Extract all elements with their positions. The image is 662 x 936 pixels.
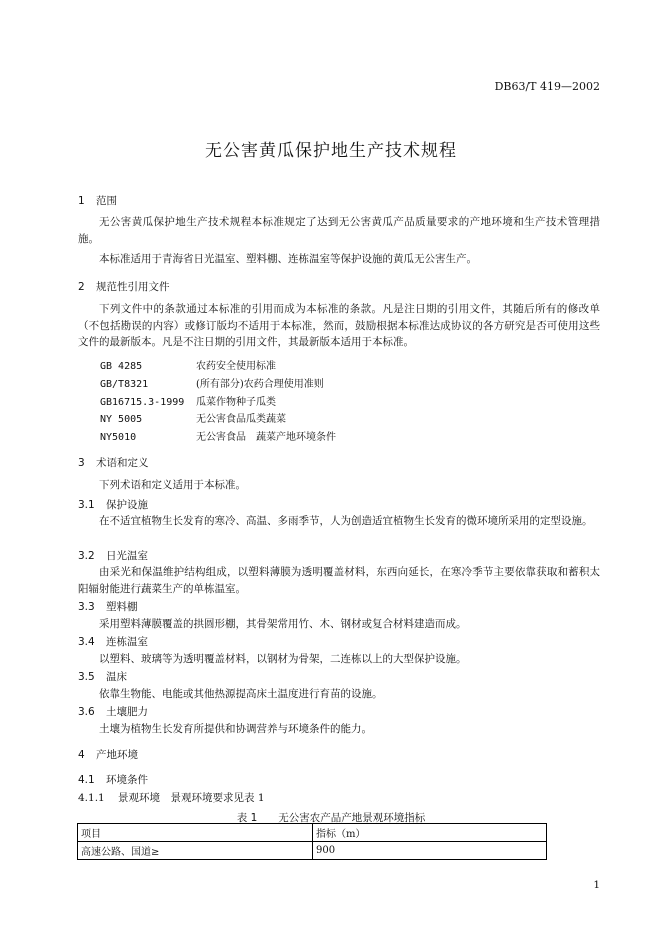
table-cell: 900 [313, 842, 547, 860]
clause-number: 4.1.1 [78, 792, 105, 804]
section-number: 4 [78, 749, 85, 761]
term-number: 3.4 [78, 636, 95, 648]
table-caption-number: 表 1 [236, 812, 258, 824]
section-title: 规范性引用文件 [96, 281, 170, 293]
term-number: 3.6 [78, 706, 95, 718]
term-number: 3.5 [78, 671, 95, 683]
subsection-heading [78, 772, 148, 787]
page-number: 1 [593, 879, 600, 891]
clause-4-1-1 [78, 790, 265, 805]
term-number: 3.2 [78, 550, 95, 562]
reference-title: (所有部分)农药合理使用准则 [196, 379, 324, 390]
term-definition: 以塑料、玻璃等为透明覆盖材料，以钢材为骨架，二连栋以上的大型保护设施。 [99, 653, 467, 665]
section-number: 3 [78, 457, 85, 469]
term-title: 塑料棚 [106, 601, 138, 613]
term-heading [78, 704, 148, 719]
term-definition: 由采光和保温维护结构组成，以塑料薄膜为透明覆盖材料，东西向延长，在寒冷季节主要依靠获取和蓄积太阳辐射能进行蔬菜生产的单栋温室。 [78, 566, 600, 595]
table-header-row [78, 824, 547, 842]
term-heading [78, 634, 148, 649]
reference-title: 瓜菜作物种子瓜类 [196, 397, 276, 408]
term-heading [78, 548, 148, 563]
reference-item [100, 357, 276, 372]
table-row [78, 842, 547, 860]
subsection-number: 4.1 [78, 774, 95, 786]
term-title: 日光温室 [106, 550, 148, 562]
section-1-paragraph-2: 本标准适用于青海省日光温室、塑料棚、连栋温室等保护设施的黄瓜无公害生产。 [99, 253, 477, 265]
term-definition: 依靠生物能、电能或其他热源提高床土温度进行育苗的设施。 [99, 688, 383, 700]
table-header-cell: 项目 [78, 824, 313, 842]
reference-code: GB 4285 [100, 361, 143, 372]
section-title: 范围 [96, 195, 117, 207]
reference-item [100, 375, 324, 390]
clause-text: 景观环境 景观环境要求见表 1 [118, 792, 265, 804]
section-1-paragraph-1: 无公害黄瓜保护地生产技术规程本标准规定了达到无公害黄瓜产品质量要求的产地环境和生产技术管理措施。 [78, 216, 600, 245]
section-3-heading [78, 455, 149, 470]
reference-code: GB/T8321 [100, 379, 149, 390]
reference-code: GB16715.3-1999 [100, 397, 185, 408]
term-title: 土壤肥力 [106, 706, 148, 718]
section-1-heading [78, 193, 117, 208]
table-header-cell: 指标（m） [313, 824, 547, 842]
section-2-paragraph-1: 下列文件中的条款通过本标准的引用而成为本标准的条款。凡是注日期的引用文件，其随后所有的修改单（不包括勘误的内容）或修订版均不适用于本标准，然而，鼓励根据本标准达成协议的各方研究是否可使用这些文件的最新版本。凡是不注日期的引用文件，其最新版本适用于本标准。 [78, 303, 600, 348]
term-heading [78, 497, 148, 512]
section-title: 产地环境 [96, 749, 138, 761]
term-heading [78, 669, 127, 684]
table-cell: 高速公路、国道≥ [78, 842, 313, 860]
term-heading [78, 599, 138, 614]
reference-title: 无公害食品 蔬菜产地环境条件 [196, 432, 336, 443]
term-title: 连栋温室 [106, 636, 148, 648]
document-code: DB63/T 419—2002 [494, 80, 600, 93]
section-number: 2 [78, 281, 85, 293]
landscape-environment-table [77, 823, 547, 860]
page-title: 无公害黄瓜保护地生产技术规程 [205, 141, 457, 161]
section-3-paragraph-1: 下列术语和定义适用于本标准。 [99, 479, 246, 491]
term-definition: 在不适宜植物生长发育的寒冷、高温、多雨季节，人为创造适宜植物生长发育的微环境所采用的定型设施。 [99, 515, 593, 527]
reference-code: NY 5005 [100, 414, 143, 425]
reference-item [100, 393, 276, 408]
reference-title: 无公害食品瓜类蔬菜 [196, 414, 286, 425]
reference-item [100, 410, 286, 425]
term-title: 保护设施 [106, 499, 148, 511]
section-number: 1 [78, 195, 85, 207]
term-title: 温床 [106, 671, 127, 683]
section-title: 术语和定义 [96, 457, 149, 469]
section-2-heading [78, 279, 170, 294]
term-definition: 采用塑料薄膜覆盖的拱圆形棚，其骨架常用竹、木、钢材或复合材料建造而成。 [99, 618, 467, 630]
term-definition: 土壤为植物生长发育所提供和协调营养与环境条件的能力。 [99, 723, 372, 735]
term-number: 3.1 [78, 499, 95, 511]
table-caption-title: 无公害农产品产地景观环境指标 [278, 812, 426, 824]
term-number: 3.3 [78, 601, 95, 613]
section-4-heading [78, 747, 138, 762]
reference-code: NY5010 [100, 432, 137, 443]
subsection-title: 环境条件 [106, 774, 148, 786]
reference-title: 农药安全使用标准 [196, 361, 276, 372]
reference-item [100, 428, 336, 443]
